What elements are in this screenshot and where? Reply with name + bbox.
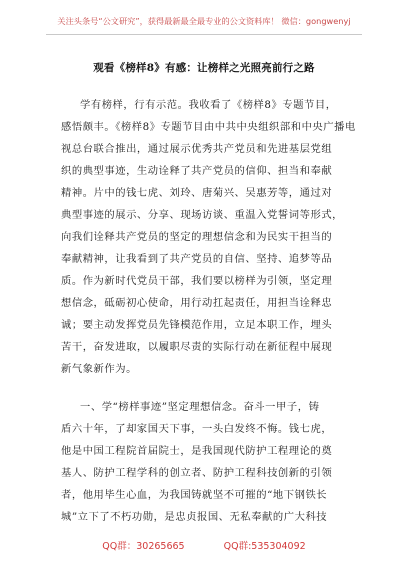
qq-group-1: QQ群：30265665 [102,541,185,552]
document-title: 观看《榜样8》有感：让榜样之光照亮前行之路 [93,62,315,74]
paragraph-line: 一、学“榜样事迹”坚定理想信念。奋斗一甲子，铸 [80,401,320,413]
paragraph-line: 诚；要主动发挥党员先锋模范作用，立足本职工作，埋头 [61,319,333,331]
paragraph-line: 苦干，奋发进取，以履职尽责的实际行动在新征程中展现 [61,341,333,353]
paragraph-line: 视总台联合推出，通过展示优秀共产党员和先进基层党组 [61,143,333,155]
paragraph-line: 质。作为新时代党员干部，我们要以榜样为引领，坚定理 [61,275,333,287]
paragraph-line: 织的典型事迹，生动诠释了共产党员的信仰、担当和奉献 [61,165,333,177]
paragraph-line: 学有榜样，行有示范。我收看了《榜样8》专题节目， [80,99,337,111]
paragraph-line: 精神。片中的钱七虎、刘玲、唐菊兴、吴惠芳等，通过对 [61,187,333,199]
paragraph-line: 想信念，砥砺初心使命，用行动扛起责任，用担当诠释忠 [61,297,333,309]
paragraph-line: 盾六十年，了却家国天下事，一头白发终不悔。钱七虎， [61,423,333,435]
qq-group-2: QQ群:535304092 [223,541,306,552]
paragraph-line: 他是中国工程院首届院士，是我国现代防护工程理论的奠 [61,445,333,457]
paragraph-line: 向我们诠释共产党员的坚定的理想信念和为民实干担当的 [61,231,333,243]
paragraph-line: 新气象新作为。 [61,363,137,375]
header-divider [46,34,362,35]
paragraph-line: 城”立下了不朽功勋，是忠贞报国、无私奉献的广大科技 [61,511,328,523]
header-notice: 关注头条号“公文研究”，获得最新最全最专业的公文资料库！ 微信：gongwenyj [57,16,351,26]
paragraph-line: 典型事迹的展示、分享、现场访谈、重温入党誓词等形式， [61,209,344,221]
paragraph-line: 奉献精神，让我看到了共产党员的自信、坚持、追梦等品 [61,253,333,265]
footer-qq-groups [0,538,408,552]
paragraph-line: 者，他用毕生心血，为我国铸就坚不可摧的“地下钢铁长 [61,489,328,501]
paragraph-line: 基人、防护工程学科的创立者、防护工程科技创新的引领 [61,467,333,479]
paragraph-line: 感悟颇丰。《榜样8》专题节目由中共中央组织部和中央广播电 [61,121,356,133]
